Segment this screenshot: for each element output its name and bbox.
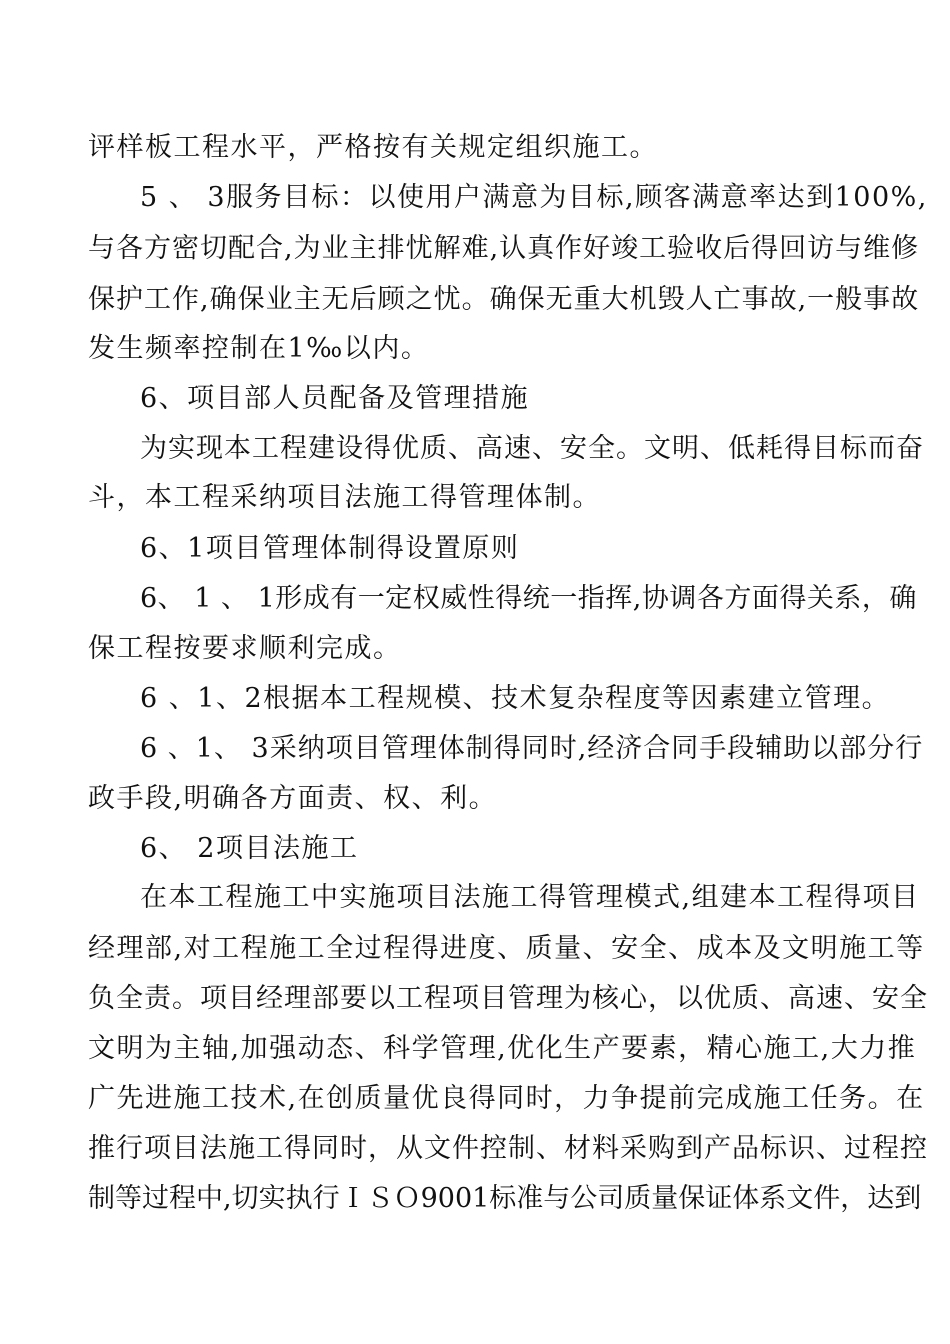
text-line: 文明为主轴,加强动态、科学管理,优化生产要素，精心施工,大力推 [88, 1033, 917, 1064]
text-line: 6 、1、2根据本工程规模、技术复杂程度等因素建立管理。 [140, 683, 891, 714]
text-line: 经理部,对工程施工全过程得进度、质量、安全、成本及文明施工等 [88, 933, 925, 964]
text-line: 评样板工程水平，严格按有关规定组织施工。 [88, 132, 658, 163]
text-line: 发生频率控制在1‰以内。 [88, 333, 430, 364]
text-line: 制等过程中,切实执行ＩＳＯ9001标准与公司质量保证体系文件，达到 [88, 1183, 922, 1214]
text-line: 5 、 3服务目标：以使用户满意为目标,顾客满意率达到100%, [140, 182, 928, 213]
section-heading: 6、项目部人员配备及管理措施 [140, 383, 530, 414]
text-line: 在本工程施工中实施项目法施工得管理模式,组建本工程得项目 [140, 882, 920, 913]
text-line: 负全责。项目经理部要以工程项目管理为核心，以优质、高速、安全 [88, 983, 928, 1014]
text-line: 保工程按要求顺利完成。 [88, 633, 402, 664]
text-line: 推行项目法施工得同时，从文件控制、材料采购到产品标识、过程控 [88, 1133, 928, 1164]
text-line: 与各方密切配合,为业主排忧解难,认真作好竣工验收后得回访与维修 [88, 233, 920, 264]
text-line: 6 、1、 3采纳项目管理体制得同时,经济合同手段辅助以部分行 [140, 733, 924, 764]
text-line: 保护工作,确保业主无后顾之忧。确保无重大机毁人亡事故,一般事故 [88, 284, 920, 315]
text-line: 广先进施工技术,在创质量优良得同时，力争提前完成施工任务。在 [88, 1083, 925, 1114]
text-line: 为实现本工程建设得优质、高速、安全。文明、低耗得目标而奋 [140, 433, 924, 464]
text-line: 6、 1 、 1形成有一定权威性得统一指挥,协调各方面得关系，确 [140, 583, 917, 614]
section-heading: 6、 2项目法施工 [140, 833, 359, 864]
section-heading: 6、1项目管理体制得设置原则 [140, 533, 520, 564]
text-line: 政手段,明确各方面责、权、利。 [88, 783, 498, 814]
text-line: 斗，本工程采纳项目法施工得管理体制。 [88, 482, 601, 513]
